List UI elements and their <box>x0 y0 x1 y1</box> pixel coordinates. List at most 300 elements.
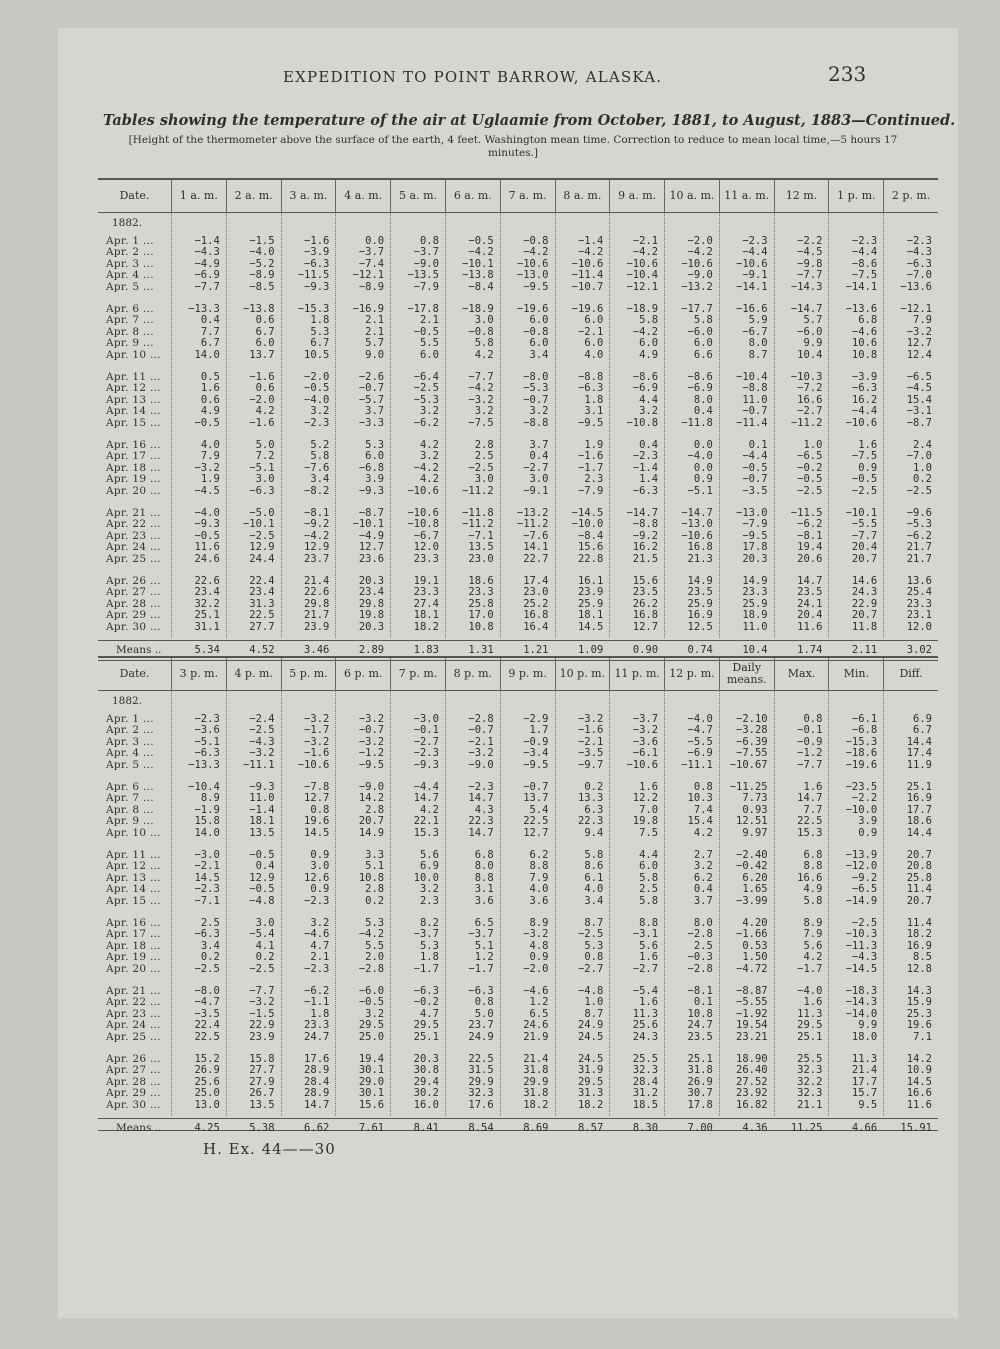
value-column <box>281 218 336 638</box>
table-cell: 0.6 <box>255 382 275 395</box>
table-cell: −10.1 <box>845 506 878 519</box>
table-cell: 3.6 <box>529 895 549 907</box>
table-cell: 6.5 <box>529 1007 549 1020</box>
table-cell: −4.9 <box>358 529 385 542</box>
column-header: 2 a. m. <box>226 180 281 212</box>
table-cell: −2.1 <box>577 325 604 338</box>
table-cell: 29.5 <box>797 1019 823 1032</box>
column-header: 9 a. m. <box>609 180 664 212</box>
table-cell: 31.3 <box>577 1087 604 1100</box>
table-cell: 0.8 <box>803 712 823 725</box>
table-cell: 1.4 <box>639 473 659 486</box>
table-cell: 9.9 <box>803 337 823 350</box>
table-cell: −8.8 <box>632 518 659 531</box>
table-cell: 3.3 <box>365 848 385 861</box>
table-cell: 25.1 <box>906 780 932 793</box>
table-cell: 14.4 <box>906 735 932 748</box>
value-column <box>335 696 390 1116</box>
table-cell: 0.8 <box>310 803 330 816</box>
value-column <box>883 696 938 1116</box>
table-cell: −0.5 <box>851 473 878 486</box>
table-cell: 26.40 <box>736 1064 768 1077</box>
table-cell: −2.5 <box>577 928 604 941</box>
table-cell: 6.2 <box>693 871 713 884</box>
table-cell: −3.2 <box>304 735 330 748</box>
table-cell: 29.8 <box>304 597 330 610</box>
table-cell: 25.1 <box>687 1052 713 1065</box>
table-cell: 1.9 <box>200 473 220 486</box>
table-cell: −4.0 <box>687 712 713 725</box>
table-cell: 3.4 <box>584 895 604 907</box>
table-cell: −4.2 <box>304 529 330 542</box>
table-cell: 3.2 <box>365 1007 385 1020</box>
table-cell: −0.7 <box>358 724 385 737</box>
column-header: Diff. <box>883 658 938 690</box>
table-cell: −11.2 <box>790 417 823 429</box>
table-cell: −13.0 <box>736 506 768 519</box>
table-cell: −3.7 <box>632 712 659 725</box>
table-cell: −6.9 <box>632 382 659 395</box>
date-label: Apr. 21 ... <box>106 506 161 519</box>
table-cell: 12.7 <box>906 337 932 350</box>
table-cell: −2.3 <box>468 780 494 793</box>
table-cell: 6.9 <box>419 860 439 873</box>
table-cell: 25.0 <box>358 1031 385 1043</box>
table-cell: 14.9 <box>358 827 385 839</box>
table-cell: −7.9 <box>413 281 439 293</box>
table-cell: 7.73 <box>742 792 768 805</box>
table-cell: 30.2 <box>413 1087 439 1100</box>
table-cell: −10.8 <box>626 417 659 429</box>
means-value: 7.00 <box>687 1121 713 1134</box>
table-cell: 11.4 <box>906 916 932 929</box>
table-cell: −2.6 <box>358 370 385 383</box>
table-cell: 6.7 <box>200 337 220 350</box>
table-cell: −13.6 <box>900 281 932 293</box>
table-cell: 15.7 <box>851 1087 878 1100</box>
table-cell: 30.7 <box>687 1087 713 1100</box>
table-cell: −14.5 <box>571 506 604 519</box>
date-label: Apr. 23 ... <box>106 1007 161 1020</box>
table-cell: −7.5 <box>468 417 494 429</box>
table-cell: 3.4 <box>310 473 330 486</box>
table-cell: 16.6 <box>906 1087 932 1100</box>
table-cell: 32.3 <box>632 1064 659 1077</box>
table-cell: 14.5 <box>577 621 604 633</box>
table-cell: 29.9 <box>523 1075 549 1088</box>
table-cell: −12.1 <box>352 269 385 282</box>
table-cell: 5.1 <box>474 939 494 952</box>
column-header: Min. <box>828 658 883 690</box>
table-cell: −3.5 <box>577 747 604 760</box>
table-cell: 6.3 <box>584 803 604 816</box>
table-cell: 13.3 <box>577 792 604 805</box>
table-cell: 1.6 <box>200 382 220 395</box>
table-cell: −2.0 <box>523 963 549 975</box>
table-cell: −10.8 <box>407 518 439 531</box>
table-cell: 25.1 <box>194 609 220 622</box>
year-label: 1882. <box>112 217 143 229</box>
table-cell: 14.3 <box>906 984 932 997</box>
table-cell: −8.2 <box>304 485 330 497</box>
table-cell: −23.5 <box>845 780 878 793</box>
table-cell: −0.7 <box>523 780 549 793</box>
column-header: 8 a. m. <box>555 180 610 212</box>
table-cell: −3.6 <box>632 735 659 748</box>
table-cell: 0.4 <box>200 314 220 327</box>
table-cell: 14.7 <box>468 827 494 839</box>
table-cell: 1.7 <box>529 724 549 737</box>
table-cell: −17.8 <box>407 302 439 315</box>
table-cell: 0.9 <box>693 473 713 486</box>
table-cell: 32.3 <box>468 1087 494 1100</box>
table-cell: 3.0 <box>474 473 494 486</box>
table-cell: −2.5 <box>249 529 275 542</box>
table-cell: −4.0 <box>194 506 220 519</box>
table-cell: −8.1 <box>687 984 713 997</box>
table-cell: 6.8 <box>474 848 494 861</box>
table-cell: −8.7 <box>358 506 385 519</box>
table-cell: 11.0 <box>742 621 768 633</box>
table-cell: −10.3 <box>845 928 878 941</box>
date-column-header: Date. <box>119 667 150 680</box>
table-cell: −2.9 <box>523 712 549 725</box>
table-cell: 6.8 <box>858 314 878 327</box>
table-cell: 20.8 <box>906 860 932 873</box>
table-cell: 4.4 <box>639 848 659 861</box>
table-cell: 1.6 <box>858 438 878 451</box>
table-cell: −11.4 <box>736 417 768 429</box>
table-cell: 5.8 <box>639 314 659 327</box>
column-header: Daily means. <box>719 658 774 690</box>
column-header: 10 a. m. <box>664 180 719 212</box>
column-header: 10 p. m. <box>555 658 610 690</box>
table-cell: −2.10 <box>736 712 768 725</box>
table-cell: 7.4 <box>693 803 713 816</box>
table-cell: −15.3 <box>297 302 330 315</box>
table-cell: 4.9 <box>639 349 659 361</box>
table-cell: 23.7 <box>468 1019 494 1032</box>
table-cell: −3.0 <box>413 712 439 725</box>
table-cell: −9.2 <box>851 871 878 884</box>
table-cell: 11.3 <box>632 1007 659 1020</box>
table-cell: 5.8 <box>474 337 494 350</box>
table-cell: 3.2 <box>419 883 439 896</box>
table-cell: −9.3 <box>413 759 439 771</box>
table-cell: −18.3 <box>845 984 878 997</box>
means-value: 6.62 <box>304 1121 330 1134</box>
table-cell: −6.5 <box>851 883 878 896</box>
column-header: Max. <box>774 658 829 690</box>
table-cell: 5.4 <box>529 803 549 816</box>
table-cell: 17.8 <box>687 1099 713 1111</box>
table-cell: −4.6 <box>851 325 878 338</box>
table-cell: −6.9 <box>194 269 220 282</box>
table-cell: −8.7 <box>906 417 932 429</box>
table-cell: 26.2 <box>632 597 659 610</box>
table-cell: −13.8 <box>462 269 494 282</box>
date-label: Apr. 6 ... <box>106 302 154 315</box>
table-cell: −7.0 <box>906 450 932 463</box>
table-cell: −6.8 <box>358 461 385 474</box>
table-cell: −0.7 <box>742 405 768 418</box>
means-label: Means .. <box>116 1121 162 1134</box>
table-cell: −3.5 <box>194 1007 220 1020</box>
table-cell: 24.3 <box>851 586 878 599</box>
table-cell: 1.0 <box>913 461 932 474</box>
table-cell: −2.0 <box>687 234 713 247</box>
table-cell: −0.7 <box>742 473 768 486</box>
table-cell: −8.8 <box>742 382 768 395</box>
date-label: Apr. 11 ... <box>106 848 161 861</box>
table-cell: 21.7 <box>304 609 330 622</box>
means-value: 8.54 <box>468 1121 494 1134</box>
table-cell: −8.5 <box>249 281 275 293</box>
table-cell: 4.4 <box>639 393 659 406</box>
table-cell: −0.3 <box>687 951 713 964</box>
table-cell: 3.2 <box>419 405 439 418</box>
table-cell: −14.1 <box>736 281 768 293</box>
table-cell: 13.5 <box>249 1099 275 1111</box>
table-cell: −11.2 <box>462 518 494 531</box>
table-cell: −18.9 <box>462 302 494 315</box>
table-cell: 15.3 <box>413 827 439 839</box>
table-cell: 1.0 <box>584 996 604 1009</box>
table-cell: −16.9 <box>352 302 385 315</box>
table-cell: 16.2 <box>632 541 659 554</box>
table-cell: −12.0 <box>845 860 878 873</box>
table-cell: 32.2 <box>194 597 220 610</box>
table-cell: 4.2 <box>693 827 713 839</box>
table-cell: 19.8 <box>632 815 659 828</box>
table-cell: −2.5 <box>249 963 275 975</box>
table-cell: 0.2 <box>200 951 220 964</box>
table-cell: −5.1 <box>687 485 713 497</box>
means-value: 11.25 <box>790 1121 823 1134</box>
column-header: 4 a. m. <box>335 180 390 212</box>
table-cell: −1.7 <box>468 963 494 975</box>
table-cell: 8.7 <box>584 916 604 929</box>
value-column <box>719 696 774 1116</box>
table-cell: 23.92 <box>736 1087 768 1100</box>
date-label: Apr. 27 ... <box>106 1064 161 1077</box>
date-label: Apr. 22 ... <box>106 996 161 1009</box>
table-cell: −2.3 <box>304 417 330 429</box>
date-label: Apr. 26 ... <box>106 1052 161 1065</box>
table-header-row <box>98 180 938 213</box>
table-cell: 2.1 <box>310 951 330 964</box>
table-cell: −6.0 <box>687 325 713 338</box>
table-cell: 18.1 <box>249 815 275 828</box>
table-cell: −4.8 <box>249 895 275 907</box>
table-cell: −1.7 <box>577 461 604 474</box>
table-cell: −2.2 <box>851 792 878 805</box>
table-cell: 6.0 <box>529 337 549 350</box>
table-cell: −10.6 <box>736 257 768 270</box>
document-page <box>58 28 958 1318</box>
table-cell: −9.3 <box>304 281 330 293</box>
table-cell: −3.2 <box>194 461 220 474</box>
table-cell: −2.3 <box>742 234 768 247</box>
table-cell: 2.5 <box>474 450 494 463</box>
table-cell: 27.7 <box>249 621 275 633</box>
table-cell: 7.1 <box>913 1031 932 1043</box>
table-cell: 24.7 <box>304 1031 330 1043</box>
table-cell: 15.3 <box>797 827 823 839</box>
table-cell: −4.3 <box>249 735 275 748</box>
date-label: Apr. 10 ... <box>106 349 161 361</box>
value-column <box>390 696 445 1116</box>
date-label: Apr. 19 ... <box>106 951 161 964</box>
table-cell: 2.1 <box>419 314 439 327</box>
table-cell: 29.5 <box>577 1075 604 1088</box>
value-column <box>555 218 610 638</box>
date-column-header: Date. <box>119 189 150 202</box>
table-cell: 13.7 <box>249 349 275 361</box>
date-label: Apr. 22 ... <box>106 518 161 531</box>
table-cell: −3.2 <box>632 724 659 737</box>
table-cell: −18.9 <box>626 302 659 315</box>
value-column <box>828 218 883 638</box>
table-cell: −10.1 <box>242 518 275 531</box>
table-cell: 23.0 <box>523 586 549 599</box>
table-cell: −2.8 <box>358 963 385 975</box>
table-cell: −13.0 <box>681 518 713 531</box>
table-cell: 27.52 <box>736 1075 768 1088</box>
table-cell: −0.5 <box>194 417 220 429</box>
table-note: [Height of the thermometer above the surface of the earth, 4 feet. Washington mean time. Correction to reduce to mean local time,—5 hours 17 minutes.] <box>128 134 898 159</box>
date-label: Apr. 2 ... <box>106 246 154 259</box>
table-cell: −2.2 <box>797 234 823 247</box>
table-cell: 0.4 <box>639 438 659 451</box>
table-cell: −3.2 <box>249 747 275 760</box>
table-cell: −3.2 <box>249 996 275 1009</box>
table-cell: −2.3 <box>304 963 330 975</box>
table-cell: 22.5 <box>797 815 823 828</box>
table-cell: −5.55 <box>736 996 768 1009</box>
table-cell: 3.2 <box>693 860 713 873</box>
table-cell: −0.2 <box>413 996 439 1009</box>
table-cell: 16.9 <box>906 792 932 805</box>
table-cell: 6.0 <box>529 314 549 327</box>
table-cell: −11.3 <box>845 939 878 952</box>
table-cell: 11.8 <box>851 621 878 633</box>
table-cell: −4.3 <box>906 246 932 259</box>
table-cell: 2.4 <box>913 438 932 451</box>
table-cell: −2.7 <box>577 963 604 975</box>
table-cell: −5.4 <box>249 928 275 941</box>
table-cell: 10.3 <box>687 792 713 805</box>
table-cell: −9.6 <box>906 506 932 519</box>
table-cell: −7.7 <box>249 984 275 997</box>
date-label: Apr. 5 ... <box>106 759 154 771</box>
table-cell: −6.3 <box>194 747 220 760</box>
table-cell: −13.9 <box>845 848 878 861</box>
table-cell: 3.4 <box>200 939 220 952</box>
table-cell: 18.5 <box>632 1099 659 1111</box>
table-cell: −0.8 <box>523 234 549 247</box>
column-header: 6 p. m. <box>335 658 390 690</box>
date-label: Apr. 21 ... <box>106 984 161 997</box>
table-cell: −14.7 <box>626 506 659 519</box>
table-cell: −10.1 <box>462 257 494 270</box>
table-cell: 8.0 <box>474 860 494 873</box>
table-cell: −14.3 <box>845 996 878 1009</box>
table-cell: −3.99 <box>736 895 768 907</box>
table-cell: −9.2 <box>304 518 330 531</box>
table-cell: 14.2 <box>358 792 385 805</box>
table-cell: −0.1 <box>797 724 823 737</box>
value-column <box>609 696 664 1116</box>
table-cell: 30.1 <box>358 1064 385 1077</box>
table-cell: 29.5 <box>358 1019 385 1032</box>
table-cell: 25.0 <box>194 1087 220 1100</box>
table-cell: 21.4 <box>851 1064 878 1077</box>
table-cell: 3.0 <box>529 473 549 486</box>
column-header: 3 a. m. <box>281 180 336 212</box>
table-cell: −3.6 <box>194 724 220 737</box>
table-cell: 18.90 <box>736 1052 768 1065</box>
table-cell: −10.6 <box>571 257 604 270</box>
table-cell: 22.8 <box>577 553 604 565</box>
table-cell: 6.0 <box>693 337 713 350</box>
value-column <box>500 696 555 1116</box>
table-cell: −10.67 <box>729 759 768 771</box>
table-cell: −7.2 <box>797 382 823 395</box>
table-cell: −1.7 <box>413 963 439 975</box>
table-cell: 1.8 <box>419 951 439 964</box>
table-cell: 12.7 <box>358 541 385 554</box>
table-cell: 24.9 <box>577 1019 604 1032</box>
date-label: Apr. 14 ... <box>106 405 161 418</box>
table-cell: −7.1 <box>468 529 494 542</box>
table-cell: 12.4 <box>906 349 932 361</box>
table-cell: −3.1 <box>906 405 932 418</box>
table-cell: 19.54 <box>736 1019 768 1032</box>
table-cell: 5.9 <box>748 314 768 327</box>
table-cell: 7.5 <box>639 827 659 839</box>
table-cell: −7.7 <box>468 370 494 383</box>
table-cell: −11.25 <box>729 780 768 793</box>
table-cell: 3.9 <box>365 473 385 486</box>
table-cell: 18.1 <box>413 609 439 622</box>
table-cell: −2.1 <box>577 735 604 748</box>
table-cell: 6.7 <box>310 337 330 350</box>
table-cell: −1.6 <box>249 370 275 383</box>
table-cell: −0.8 <box>468 325 494 338</box>
table-cell: −2.8 <box>687 928 713 941</box>
date-label: Apr. 9 ... <box>106 337 154 350</box>
table-cell: −14.7 <box>681 506 713 519</box>
table-cell: −13.5 <box>407 269 439 282</box>
table-cell: 14.0 <box>194 827 220 839</box>
table-cell: 14.9 <box>742 574 768 587</box>
table-cell: −4.0 <box>249 246 275 259</box>
means-value: 1.31 <box>468 643 494 656</box>
table-cell: 0.2 <box>365 895 385 907</box>
table-cell: 3.2 <box>529 405 549 418</box>
table-cell: 4.1 <box>255 939 275 952</box>
table-cell: 4.7 <box>310 939 330 952</box>
table-cell: −10.6 <box>297 759 330 771</box>
table-cell: −7.7 <box>797 269 823 282</box>
column-header: 8 p. m. <box>445 658 500 690</box>
table-cell: 8.9 <box>803 916 823 929</box>
table-cell: −3.2 <box>577 712 604 725</box>
table-cell: 8.0 <box>693 916 713 929</box>
table-cell: 0.0 <box>693 438 713 451</box>
table-cell: −0.7 <box>523 393 549 406</box>
